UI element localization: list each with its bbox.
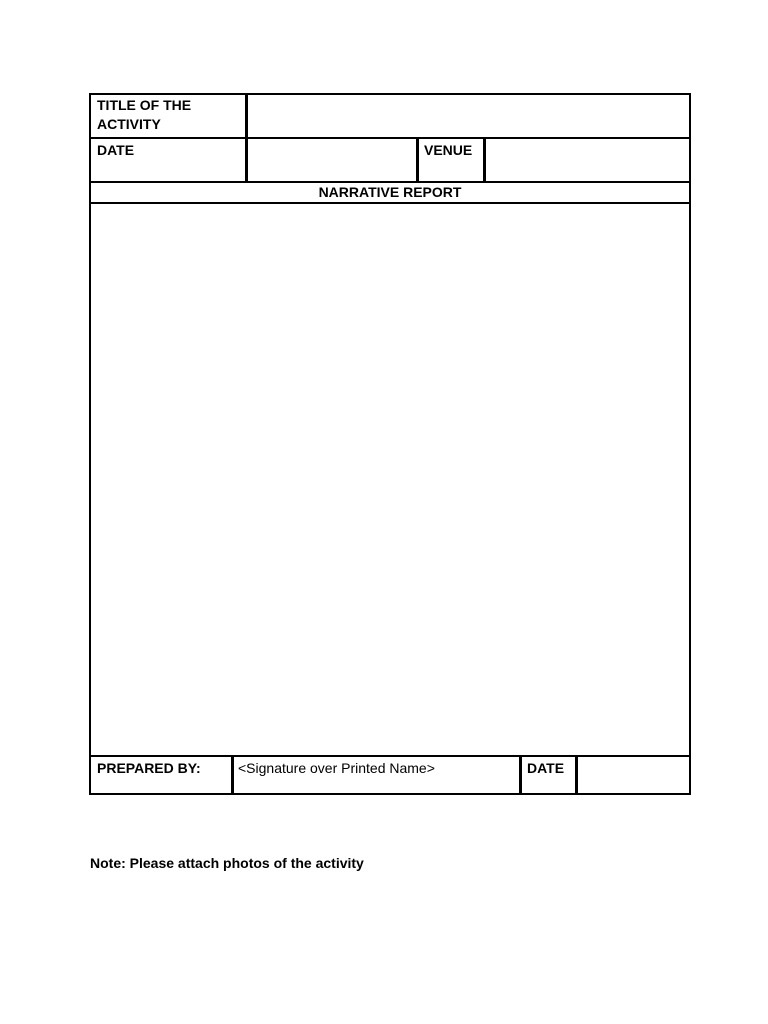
column-divider-venue-label — [416, 139, 419, 182]
venue-label: VENUE — [424, 142, 473, 158]
prepared-date-label: DATE — [527, 760, 565, 776]
prepared-date-field[interactable] — [578, 757, 689, 793]
prepared-by-label: PREPARED BY: — [97, 760, 201, 776]
narrative-report-heading: NARRATIVE REPORT — [318, 184, 462, 200]
title-of-activity-label: TITLE OF THE ACTIVITY — [97, 97, 192, 132]
narrative-report-body[interactable] — [91, 205, 689, 755]
column-divider-prepared-by — [231, 757, 234, 793]
attach-photos-note: Note: Please attach photos of the activity — [90, 855, 364, 871]
date-field[interactable] — [248, 139, 416, 181]
title-of-activity-field[interactable] — [248, 95, 689, 137]
narrative-report-form — [89, 93, 691, 795]
row-divider-3 — [91, 202, 689, 204]
column-divider-signature — [519, 757, 522, 793]
venue-field[interactable] — [486, 139, 689, 181]
date-label: DATE — [97, 142, 135, 158]
signature-placeholder[interactable]: <Signature over Printed Name> — [238, 760, 435, 776]
